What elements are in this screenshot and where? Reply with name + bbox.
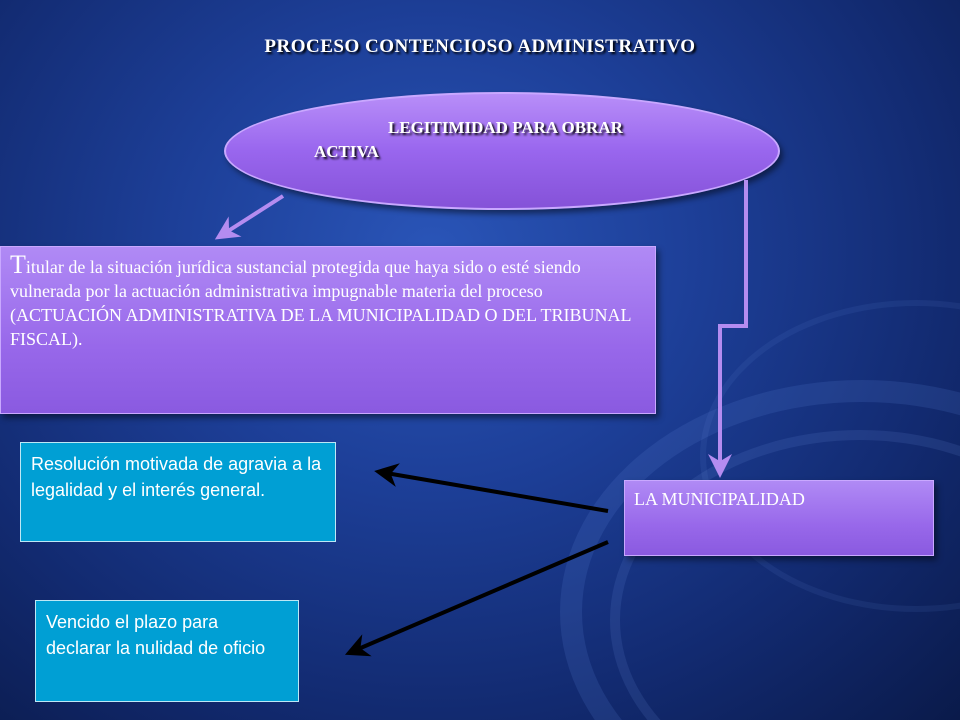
ellipse-label-line2: ACTIVA [314,142,379,161]
reason-box-deadline: Vencido el plazo para declarar la nulidad de oficio [35,600,299,702]
definition-initial: T [10,250,26,279]
arrow-municipality-to-resolution [386,473,608,511]
arrow-ellipse-to-municipality [720,180,746,466]
reason-box-resolution: Resolución motivada de agravia a la legalidad y el interés general. [20,442,336,542]
slide-title: PROCESO CONTENCIOSO ADMINISTRATIVO [264,36,696,57]
ellipse-label-line1: LEGITIMIDAD PARA OBRAR [388,118,623,137]
municipality-label: LA MUNICIPALIDAD [634,489,805,509]
arrow-municipality-to-deadline [356,542,608,650]
arrow-ellipse-to-definition [225,196,283,233]
definition-body: itular de la situación jurídica sustancial protegida que haya sido o esté siendo vulnerada por la actuación administrativa impugnable materia del proceso (ACTUACIÓN ADMINISTRATIVA DE LA MUNICIPALIDAD O DEL TRIBUNAL FISCAL). [10,257,631,349]
